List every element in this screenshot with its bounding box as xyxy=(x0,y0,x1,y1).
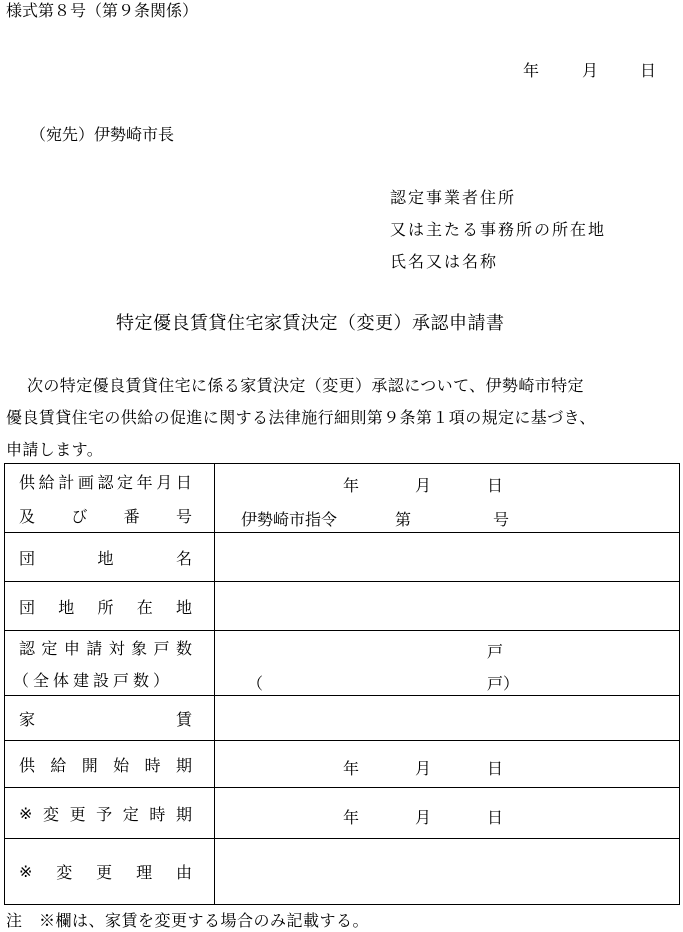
row4-unit: 戸 xyxy=(487,642,504,661)
label-change-reason: ※ 変 更 理 由 xyxy=(5,839,215,905)
body-line: 申請します。 xyxy=(6,440,104,459)
value-rent[interactable] xyxy=(215,696,680,741)
row7-month: 月 xyxy=(415,808,432,827)
row1-day: 日 xyxy=(487,476,504,495)
table-row xyxy=(5,631,680,696)
label-change-date: ※ 変 更 予 定 時 期 xyxy=(5,788,215,839)
table-row xyxy=(5,696,680,741)
label-plan-date-number: 供 給 計 画 認 定 年 月 日 及 び 番 号 xyxy=(5,464,215,533)
value-plan-date-number[interactable] xyxy=(215,464,680,533)
table-row xyxy=(5,788,680,839)
value-unit-count[interactable] xyxy=(215,631,680,696)
form-number: 様式第８号（第９条関係） xyxy=(6,1,199,20)
value-complex-location[interactable] xyxy=(215,582,680,631)
row4-unit-close: 戸） xyxy=(487,674,520,693)
table-row xyxy=(5,741,680,788)
date-day: 日 xyxy=(640,61,657,80)
body-line: 優良賃貸住宅の供給の促進に関する法律施行細則第９条第１項の規定に基づき、 xyxy=(6,408,596,427)
value-change-date[interactable] xyxy=(215,788,680,839)
value-supply-start[interactable] xyxy=(215,741,680,788)
row1-dai: 第 xyxy=(395,510,412,529)
row1-year: 年 xyxy=(343,476,360,495)
label-rent: 家 賃 xyxy=(5,696,215,741)
table-row xyxy=(5,464,680,533)
row7-year: 年 xyxy=(343,808,360,827)
table-row xyxy=(5,839,680,905)
row1-designation: 伊勢崎市指令 xyxy=(241,510,338,529)
label-unit-count: 認 定 申 請 対 象 戸 数 （全体建設戸数） xyxy=(5,631,215,696)
date-year: 年 xyxy=(523,61,540,80)
application-table xyxy=(4,463,680,905)
row6-month: 月 xyxy=(415,759,432,778)
body-line: 次の特定優良賃貸住宅に係る家賃決定（変更）承認について、伊勢崎市特定 xyxy=(27,376,584,395)
row6-day: 日 xyxy=(487,759,504,778)
row6-year: 年 xyxy=(343,759,360,778)
table-row xyxy=(5,533,680,582)
applicant-office-label: 又は主たる事務所の所在地 xyxy=(390,220,607,239)
addressee: （宛先）伊勢崎市長 xyxy=(30,125,175,144)
date-month: 月 xyxy=(582,61,599,80)
applicant-name-label: 氏名又は名称 xyxy=(390,252,499,271)
table-row xyxy=(5,582,680,631)
row1-go: 号 xyxy=(493,510,510,529)
applicant-address-label: 認定事業者住所 xyxy=(390,188,517,207)
label-complex-name: 団 地 名 xyxy=(5,533,215,582)
row1-month: 月 xyxy=(415,476,432,495)
row4-paren-open: （ xyxy=(247,674,264,693)
value-complex-name[interactable] xyxy=(215,533,680,582)
footnote: 注 ※欄は、家賃を変更する場合のみ記載する。 xyxy=(6,911,370,930)
label-complex-location: 団 地 所 在 地 xyxy=(5,582,215,631)
document-title: 特定優良賃貸住宅家賃決定（変更）承認申請書 xyxy=(116,313,505,334)
value-change-reason[interactable] xyxy=(215,839,680,905)
row7-day: 日 xyxy=(487,808,504,827)
label-supply-start: 供 給 開 始 時 期 xyxy=(5,741,215,788)
